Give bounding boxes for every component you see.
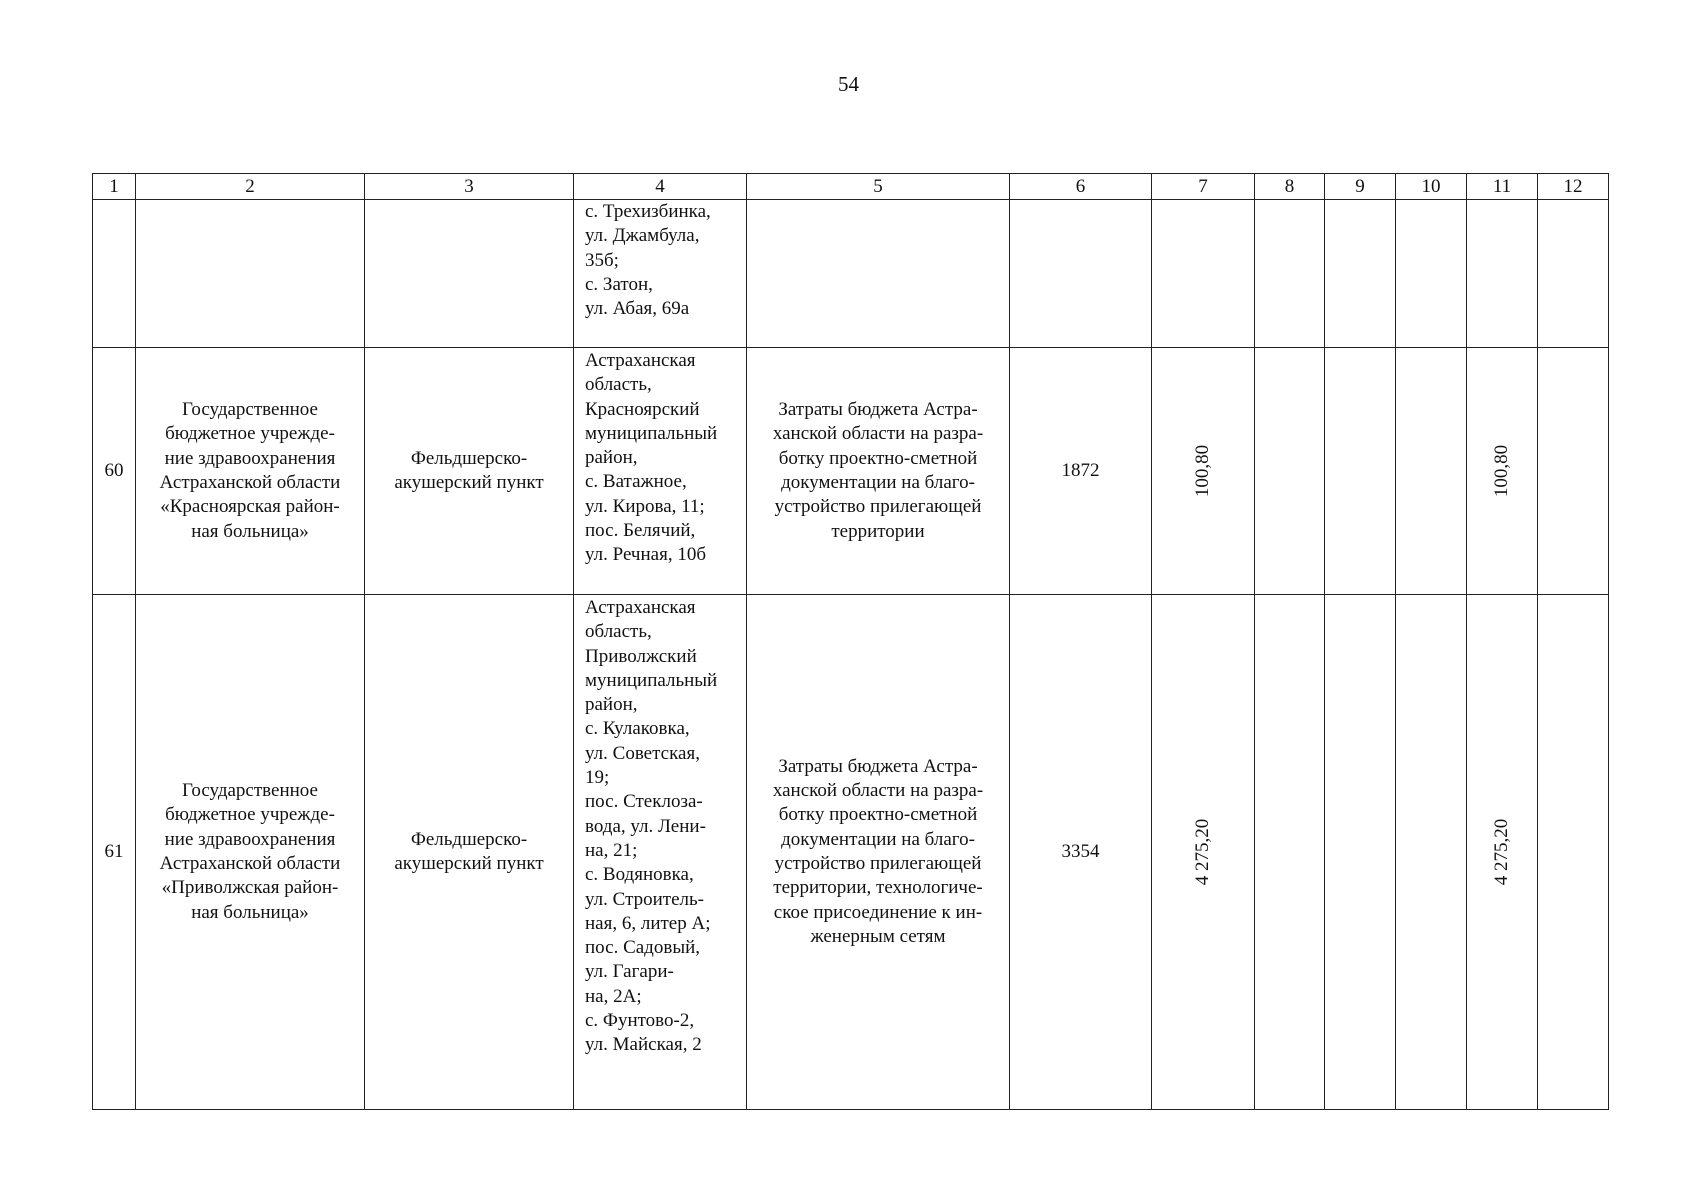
organization-line: бюджетное учрежде-	[165, 423, 335, 445]
col8-cell	[1255, 348, 1325, 595]
page-number: 54	[838, 72, 859, 96]
address-line: муниципальный	[585, 669, 718, 691]
area-cell: 1872	[1010, 348, 1152, 595]
address-line: ная, 6, литер А;	[585, 912, 711, 934]
cost-line: территории, технологиче-	[773, 877, 983, 899]
cost-line: документации на благо-	[781, 472, 975, 493]
cost-line: устройство прилегающей	[774, 853, 982, 874]
cost-line: территории	[831, 520, 925, 542]
cost-line: устройство прилегающей	[774, 496, 982, 518]
col7-cell	[1152, 348, 1255, 595]
organization-line: «Красноярская район-	[160, 496, 340, 518]
col10-cell	[1396, 595, 1467, 1110]
area-cell	[1010, 200, 1152, 348]
address-line: Астраханская	[585, 350, 696, 371]
address-cell	[574, 348, 747, 595]
cost-line: ботку проектно-сметной	[778, 804, 978, 826]
col11-cell	[1467, 348, 1538, 595]
column-header: 7	[1152, 174, 1255, 200]
col11-value: 4 275,20	[1490, 818, 1512, 886]
organization-line: Государственное	[182, 780, 318, 802]
address-line: с. Кулаковка,	[585, 718, 690, 740]
address-line: область,	[585, 374, 652, 396]
address-line: район,	[585, 694, 638, 716]
column-header: 10	[1396, 174, 1467, 200]
table-row	[93, 348, 1609, 595]
address-line: ул. Советская,	[585, 742, 700, 764]
address-line: ул. Джамбула,	[585, 225, 700, 247]
cost-line: Затраты бюджета Астра-	[778, 755, 978, 777]
col8-cell	[1255, 595, 1325, 1110]
organization-line: бюджетное учрежде-	[165, 804, 335, 826]
object-line: Фельдшерско-	[410, 828, 528, 850]
col9-cell	[1325, 200, 1396, 348]
address-line: пос. Белячий,	[585, 520, 696, 542]
column-header: 8	[1255, 174, 1325, 200]
cost-cell	[747, 200, 1010, 348]
col12-cell	[1538, 200, 1609, 348]
col12-cell	[1538, 595, 1609, 1110]
address-line: с. Водяновка,	[585, 864, 694, 886]
address-line: Астраханская	[585, 597, 696, 618]
col11-cell	[1467, 200, 1538, 348]
organization-line: ние здравоохранения	[164, 828, 336, 850]
address-line: ул. Речная, 10б	[585, 544, 706, 566]
address-line: ул. Гагари-	[585, 961, 674, 983]
address-line: Приволжский	[585, 645, 697, 667]
column-header: 4	[574, 174, 747, 200]
organization-line: ние здравоохранения	[164, 447, 336, 469]
column-header: 9	[1325, 174, 1396, 200]
cost-line: ханской области на разра-	[772, 780, 984, 802]
address-line: пос. Стеклоза-	[585, 791, 703, 813]
cost-cell	[747, 348, 1010, 595]
column-header: 12	[1538, 174, 1609, 200]
organization-cell	[136, 348, 365, 595]
address-line: 19;	[585, 767, 610, 789]
col12-cell	[1538, 348, 1609, 595]
col10-cell	[1396, 200, 1467, 348]
number-cell	[93, 200, 136, 348]
address-line: 35б;	[585, 249, 619, 271]
column-header: 3	[365, 174, 574, 200]
column-header: 1	[93, 174, 136, 200]
col9-cell	[1325, 348, 1396, 595]
continuation-row	[93, 200, 1609, 348]
organization-line: ная больница»	[191, 901, 309, 923]
object-line: Фельдшерско-	[410, 447, 528, 469]
register-table	[92, 173, 1609, 1110]
col7-value: 100,80	[1191, 444, 1213, 498]
area-cell: 3354	[1010, 595, 1152, 1110]
col8-cell	[1255, 200, 1325, 348]
address-line: с. Трехизбинка,	[585, 201, 711, 222]
col7-cell	[1152, 200, 1255, 348]
address-line: ул. Строитель-	[585, 888, 704, 910]
object-line: акушерский пункт	[394, 853, 544, 874]
address-line: ул. Абая, 69а	[585, 298, 690, 320]
col9-cell	[1325, 595, 1396, 1110]
header-row	[93, 174, 1609, 200]
number-cell: 60	[93, 348, 136, 595]
object-cell	[365, 200, 574, 348]
col7-cell	[1152, 595, 1255, 1110]
organization-line: «Приволжская район-	[161, 877, 339, 899]
address-line: район,	[585, 447, 638, 469]
address-line: область,	[585, 621, 652, 643]
organization-cell	[136, 200, 365, 348]
table-row	[93, 595, 1609, 1110]
address-cell	[574, 200, 747, 348]
col11-cell	[1467, 595, 1538, 1110]
organization-line: ная больница»	[191, 520, 309, 542]
col10-cell	[1396, 348, 1467, 595]
address-line: ул. Кирова, 11;	[585, 495, 705, 517]
cost-line: Затраты бюджета Астра-	[778, 399, 978, 421]
address-line: на, 21;	[585, 839, 638, 861]
address-cell	[574, 595, 747, 1110]
address-line: на, 2А;	[585, 985, 642, 1007]
object-line: акушерский пункт	[394, 472, 544, 493]
cost-line: ботку проектно-сметной	[778, 447, 978, 469]
organization-cell	[136, 595, 365, 1110]
organization-line: Астраханской области	[159, 472, 341, 493]
organization-line: Астраханской области	[159, 853, 341, 874]
cost-line: документации на благо-	[781, 828, 975, 850]
address-line: Красноярский	[585, 398, 700, 420]
address-line: с. Ватажное,	[585, 471, 687, 493]
column-header: 2	[136, 174, 365, 200]
organization-line: Государственное	[182, 399, 318, 421]
object-cell	[365, 348, 574, 595]
number-cell: 61	[93, 595, 136, 1110]
address-line: с. Фунтово-2,	[585, 1010, 695, 1032]
address-line: муниципальный	[585, 422, 718, 444]
cost-line: ханской области на разра-	[772, 423, 984, 445]
col11-value: 100,80	[1490, 444, 1512, 498]
cost-line: женерным сетям	[810, 925, 946, 947]
cost-cell	[747, 595, 1010, 1110]
col7-value: 4 275,20	[1191, 818, 1213, 886]
column-header: 5	[747, 174, 1010, 200]
object-cell	[365, 595, 574, 1110]
cost-line: ское присоединение к ин-	[773, 901, 983, 923]
address-line: с. Затон,	[585, 273, 653, 295]
address-line: пос. Садовый,	[585, 937, 701, 959]
column-header: 6	[1010, 174, 1152, 200]
column-header: 11	[1467, 174, 1538, 200]
address-line: вода, ул. Лени-	[585, 815, 706, 837]
address-line: ул. Майская, 2	[585, 1034, 702, 1056]
